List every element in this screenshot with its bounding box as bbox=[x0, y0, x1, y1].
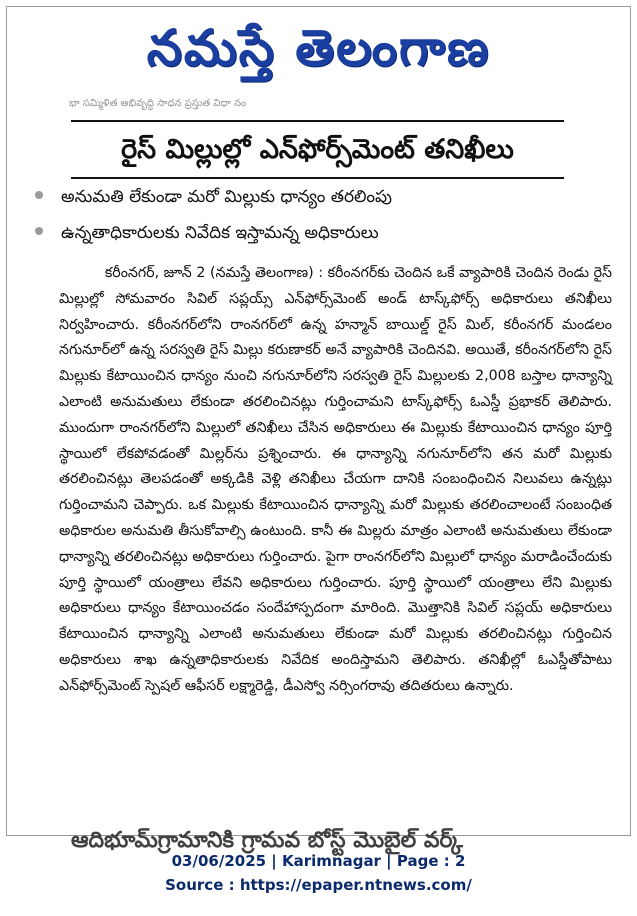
article-headline: రైస్ మిల్లుల్లో ఎన్‌ఫోర్స్‌మెంట్ తనిఖీలు bbox=[121, 134, 514, 165]
cut-previous-article-line: భా సమ్మిళిత అభివృద్ధి సాధన ప్రస్తుత విధా నం bbox=[69, 98, 247, 109]
subhead-text: అనుమతి లేకుండా మరో మిల్లుకు ధాన్యం తరలింపు bbox=[61, 187, 392, 207]
bullet-icon bbox=[35, 191, 43, 199]
newspaper-clipping bbox=[6, 6, 631, 853]
subhead-item bbox=[35, 182, 610, 212]
masthead-logo: నమస్తే తెలంగాణ bbox=[146, 19, 491, 77]
bullet-icon bbox=[35, 227, 43, 235]
footer-date-edition: 03/06/2025 | Karimnagar | Page : 2 bbox=[171, 852, 466, 870]
footer-source: Source : https://epaper.ntnews.com/ bbox=[165, 876, 472, 894]
headline-bottom-rule bbox=[71, 177, 564, 179]
subhead-item bbox=[35, 218, 610, 248]
article-body: కరీంనగర్, జూన్ 2 (నమస్తే తెలంగాణ) : కరీంనగర్‌కు చెందిన ఒకే వ్యాపారికి చెందిన రెండు రైస్ మిల్లుల్లో సోమవారం సివిల్ సప్లయ్స్ ఎన్‌ఫోర్స్‌మెంట్ అండ్ టాస్క్‌ఫోర్స్ అధికారులు తనిఖీలు నిర్వహించారు. కరీంనగర్‌లోని రాంనగర్‌లో ఉన్న హన్మాన్ బాయిల్డ్ రైస్ మిల్, కరీంనగర్ మండలం నగునూర్‌లో ఉన్న సరస్వతి రైస్ మిల్లు కరుణాకర్ అనే వ్యాపారికి చెందినవి. అయితే, కరీంనగర్‌లోని రైస్ మిల్లుకు కేటాయించిన ధాన్యం నుంచి నగునూర్‌లోని సరస్వతి రైస్ మిల్లులకు 2,008 బస్తాల ధాన్యాన్ని ఎలాంటి అనుమతులు లేకుండా తరలించినట్లు గుర్తించామని టాస్క్‌ఫోర్స్ ఓఎస్డీ ప్రభాకర్ తెలిపారు. ముందుగా రాంనగర్‌లోని మిల్లులో తనిఖీలు చేసిన అధికారులు ఈ మిల్లుకు కేటాయించిన ధాన్యం పూర్తి స్థాయిలో లేకపోవడంతో మిల్లర్‌ను ప్రశ్నించారు. ఈ ధాన్యాన్ని నగునూర్‌లోని తన మరో మిల్లుకు తరలించినట్లు తెలపడంతో అక్కడికి వెళ్లి తనిఖీలు చేయగా దానికి సంబంధించిన నిలువలు ఉన్నట్లు గుర్తించామని చెప్పారు. ఒక మిల్లుకు కేటాయించిన ధాన్యాన్ని మరో మిల్లుకు తరలించాలంటే సంబంధిత అధికారుల అనుమతి తీసుకోవాల్సి ఉంటుంది. కానీ ఈ మిల్లరు మాత్రం ఎలాంటి అనుమతులు లేకుండా ధాన్యాన్ని తరలించినట్లు అధికారులు గుర్తించారు. పైగా రాంనగర్‌లోని మిల్లులో ధాన్యం మరాడించేందుకు పూర్తి స్థాయిలో యంత్రాలు లేవని అధికారులు గుర్తించారు. పూర్తి స్థాయిలో యంత్రాలు లేని మిల్లుకు అధికారులు ధాన్యం కేటాయించడం సందేహాస్పదంగా మారింది. మొత్తానికి సివిల్ సప్లయ్ అధికారులు కేటాయించిన ధాన్యాన్ని ఎలాంటి అనుమతులు లేకుండా మరో మిల్లుకు తరలించినట్లు గుర్తించిన అధికారులు శాఖ ఉన్నతాధికారులకు నివేదిక అందిస్తామని తెలిపారు. తనిఖీల్లో ఓఎస్డీతోపాటు ఎన్‌ఫోర్స్‌మెంట్ స్పెషల్ ఆఫీసర్ లక్ష్మారెడ్డి, డీఎస్వో నర్సింగరావు తదితరులు ఉన్నారు. bbox=[59, 265, 617, 694]
headline-top-rule bbox=[71, 120, 564, 122]
masthead bbox=[7, 9, 630, 87]
cut-next-headline: ఆదిభూమ్‌గ్రామానికి గ్రామవ బోస్ట్ మొబైల్ వర్క్ bbox=[71, 828, 463, 853]
subhead-text: ఉన్నతాధికారులకు నివేదిక ఇస్తామన్న అధికారులు bbox=[61, 223, 379, 243]
